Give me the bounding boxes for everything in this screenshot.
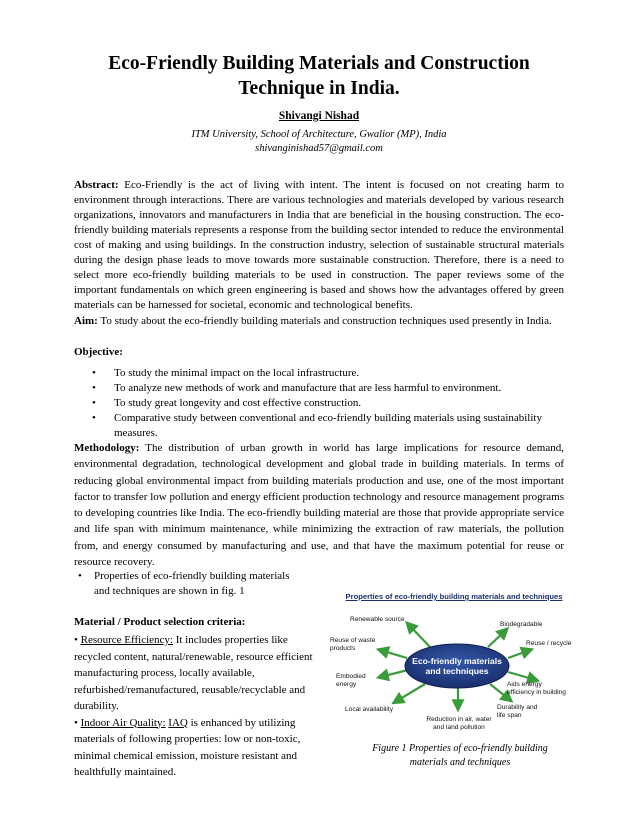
- label-reuse-waste: [330, 637, 375, 652]
- paper-title-line1: Eco-Friendly Building Materials and Construction: [108, 53, 530, 74]
- label-embodied-energy: [336, 673, 366, 688]
- material-selection-text: [74, 632, 314, 781]
- author-email[interactable]: shivanginishad57@gmail.com: [255, 143, 383, 154]
- bullet-dot: •: [78, 570, 82, 582]
- methodology-paragraph: [74, 440, 564, 570]
- objective-list: [74, 366, 564, 441]
- label-biodegradable: Biodegradable: [500, 621, 543, 628]
- arrow-biodegradable: [488, 630, 506, 647]
- indoor-air-quality-term: Indoor Air Quality:: [80, 716, 166, 729]
- label-aids-line1: Aids energy: [507, 681, 542, 688]
- abstract-paragraph: [74, 178, 564, 313]
- label-reduction-line1: Reduction in air, water: [426, 716, 492, 723]
- affiliation: ITM University, School of Architecture, Gwalior (MP), India: [191, 129, 447, 140]
- arrow-local: [395, 684, 425, 702]
- aim-label: Aim:: [74, 315, 98, 327]
- objective-item: • To analyze new methods of work and manufacture that are less harmful to environment.: [74, 381, 564, 396]
- author-name[interactable]: Shivangi Nishad: [278, 110, 360, 122]
- arrow-renewable: [408, 624, 430, 647]
- center-label-line1: Eco-friendly materials: [412, 656, 502, 666]
- iaq-term: IAQ: [168, 716, 188, 729]
- abstract-label: Abstract:: [74, 179, 119, 191]
- label-durability-line1: Durability and: [497, 704, 538, 711]
- arrow-aids-energy: [508, 672, 536, 680]
- aim-paragraph: [74, 314, 564, 329]
- resource-efficiency-text: It includes properties like recycled content, natural/renewable, resource efficient manufacturing process, locally available, refurbished/remanufactured, reusable/recyclable and durability.: [74, 634, 313, 712]
- figure-title: Properties of eco-friendly building materials and techniques: [345, 592, 563, 601]
- label-durability-line2: life span: [497, 711, 522, 719]
- label-renewable-source: Renewable source: [350, 616, 405, 623]
- criteria-bullet: •: [74, 716, 81, 729]
- label-reduction-line2: and land pollution: [433, 723, 485, 731]
- arrow-embodied: [380, 670, 408, 677]
- label-reduction-pollution: [414, 716, 504, 731]
- figure-1-diagram: [330, 592, 578, 742]
- label-aids-line2: efficiency in building: [507, 688, 566, 696]
- label-local-availability: Local availability: [345, 706, 394, 713]
- label-reuse-waste-line2: products: [330, 644, 356, 652]
- author-affiliation-block: [0, 128, 638, 156]
- figure-caption: [330, 742, 590, 770]
- objective-item: • To study the minimal impact on the local infrastructure.: [74, 366, 564, 381]
- paper-title: [60, 51, 578, 101]
- methodology-label: Methodology:: [74, 442, 140, 454]
- methodology-text: The distribution of urban growth in world has large implications for resource demand, environmental degradation, technological development and global trade in building materials. In terms of reducing global environmental impact from building materials production and use, one of the most important factor to transfer low pollution and energy efficient production technology and resource management programs to developing countries like India. The eco-friendly building material are those that provide appropriate service and life span with minimum maintenance, while minimizing the extraction of raw materials, the pollution from, and energy consumed by manufacturing and use, and that have the maximum potential for reuse or resource recovery.: [74, 442, 564, 569]
- resource-efficiency-term: Resource Efficiency:: [80, 634, 173, 646]
- criteria-bullet: •: [74, 634, 81, 646]
- arrow-reuse-recycle: [508, 650, 530, 658]
- material-selection-heading: Material / Product selection criteria:: [74, 616, 246, 628]
- indoor-air-quality-text: is enhanced by utilizing materials of following properties: low or non-toxic, minimal chemical emission, moisture resistant and healthfully maintained.: [74, 716, 301, 778]
- properties-bullet-text: Properties of eco-friendly building materials and techniques are shown in fig. 1: [94, 570, 290, 597]
- objective-item: • To study great longevity and cost effective construction.: [74, 396, 564, 411]
- abstract-text: Eco-Friendly is the act of living with intent. The intent is focused on not creating harm to environment through interactions. There are various technologies and materials developed by various research organizations, innovators and manufacturers in India that are beneficial in the housing construction. The eco-friendly building materials represents a response from the building sector intended to reduce the environmental cost of making and using buildings. In the construction industry, selection of sustainable structural materials during the design phase leads to move towards more sustainable construction. Therefore, there is a need to select more eco-friendly building materials to be used in construction. The paper reviews some of the important fundamentals on which green engineering is based and shows how the advantages offered by green materials can be harnessed for societal, economic and technological benefits.: [74, 179, 564, 311]
- label-embodied-line2: energy: [336, 680, 357, 688]
- objective-item: • Comparative study between conventional and eco-friendly building materials using sustainability measures.: [74, 411, 564, 441]
- label-reuse-recycle: Reuse / recycle: [526, 640, 572, 647]
- objective-heading: Objective:: [74, 346, 123, 358]
- figure-caption-line1: Figure 1 Properties of eco-friendly building: [372, 743, 548, 754]
- label-aids-energy: [507, 681, 566, 696]
- figure-caption-line2: materials and techniques: [409, 757, 511, 768]
- label-embodied-line1: Embodied: [336, 673, 366, 680]
- aim-text: To study about the eco-friendly building materials and construction techniques used presently in India.: [100, 315, 552, 327]
- center-label-line2: and techniques: [425, 666, 489, 676]
- label-reuse-waste-line1: Reuse of waste: [330, 637, 376, 644]
- paper-title-line2: Technique in India.: [238, 78, 400, 99]
- properties-bullet: [74, 569, 294, 599]
- figure-center-label: [407, 656, 507, 676]
- arrow-reuse-waste: [380, 650, 407, 658]
